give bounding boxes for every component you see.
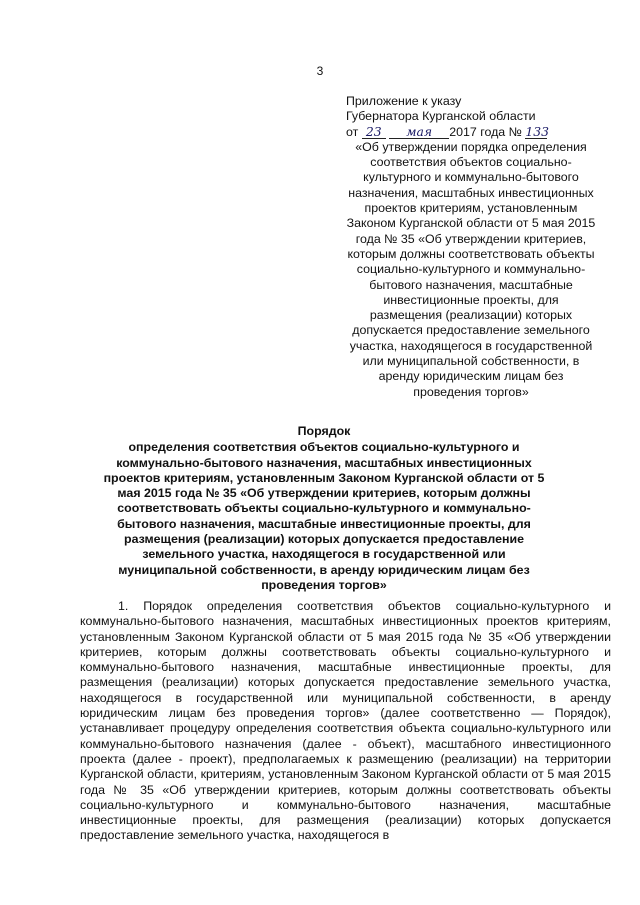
document-title (100, 424, 548, 593)
appendix-date-line (346, 125, 596, 140)
appendix-line-1: Приложение к указу (346, 94, 462, 108)
appendix-line-2: Губернатора Курганской области (346, 109, 536, 124)
handwritten-month: мая (389, 126, 449, 139)
paragraph-1 (80, 599, 611, 844)
page-number: 3 (316, 64, 324, 78)
title-heading: Порядок (297, 424, 351, 438)
document-body (80, 599, 611, 844)
appendix-header (346, 94, 596, 400)
appendix-decree-title: «Об утверждении порядка определения соответствия объектов социально-культурного и коммунально-бытового назначения, масштабных инвестиционных проектов критериям, установленным Законом Курганской области от 5 мая 2015 года № 35 «Об утверждении критериев, которым должны соответствовать объекты социально-культурного и коммунально-бытового назначения, масштабные инвестиционные проекты, для размещения (реализации) которых допускается предоставление земельного участка, находящегося в государственной или муниципальной собственности, в аренду юридическим лицам без проведения торгов» (346, 139, 596, 399)
paragraph-1-text: 1. Порядок определения соответствия объектов социально-культурного и коммунально-бытового назначения, масштабных инвестиционных проектов критериям, установленным Законом Курганской области от 5 мая 2015 года № 35 «Об утверждении критериев, которым должны соответствовать объекты социально-культурного и коммунально-бытового назначения, масштабные инвестиционные проекты, для размещения (реализации) которых допускается предоставление земельного участка, находящегося в государственной или муниципальной собственности, в аренду юридическим лицам без проведения торгов» (далее соответственно — Порядок), устанавливает процедуру определения соответствия объекта социально-культурного или коммунально-бытового назначения (далее - объект), масштабного инвестиционного проекта (далее - проект), предполагаемых к размещению (реализации) на территории Курганской области, критериям, установленным Законом Курганской области от 5 мая 2015 года № 35 «Об утверждении критериев, которым должны соответствовать объекты социально-культурного и коммунально-бытового назначения, масштабные инвестиционные проекты, для размещения (реализации) которых допускается предоставление земельного участка, находящегося в (80, 599, 611, 843)
title-text: определения соответствия объектов социально-культурного и коммунально-бытового назначения, масштабных инвестиционных проектов критериям, установленным Законом Курганской области от 5 мая 2015 года № 35 «Об утверждении критериев, которым должны соответствовать объекты социально-культурного и коммунально-бытового назначения, масштабные инвестиционные проекты, для размещения (реализации) которых допускается предоставление земельного участка, находящегося в государственной или муниципальной собственности, в аренду юридическим лицам без проведения торгов» (103, 440, 545, 592)
date-year: 2017 года № (449, 124, 522, 139)
date-prefix: от (346, 124, 359, 139)
handwritten-day: 23 (362, 126, 386, 139)
handwritten-decree-number: 133 (525, 123, 550, 139)
